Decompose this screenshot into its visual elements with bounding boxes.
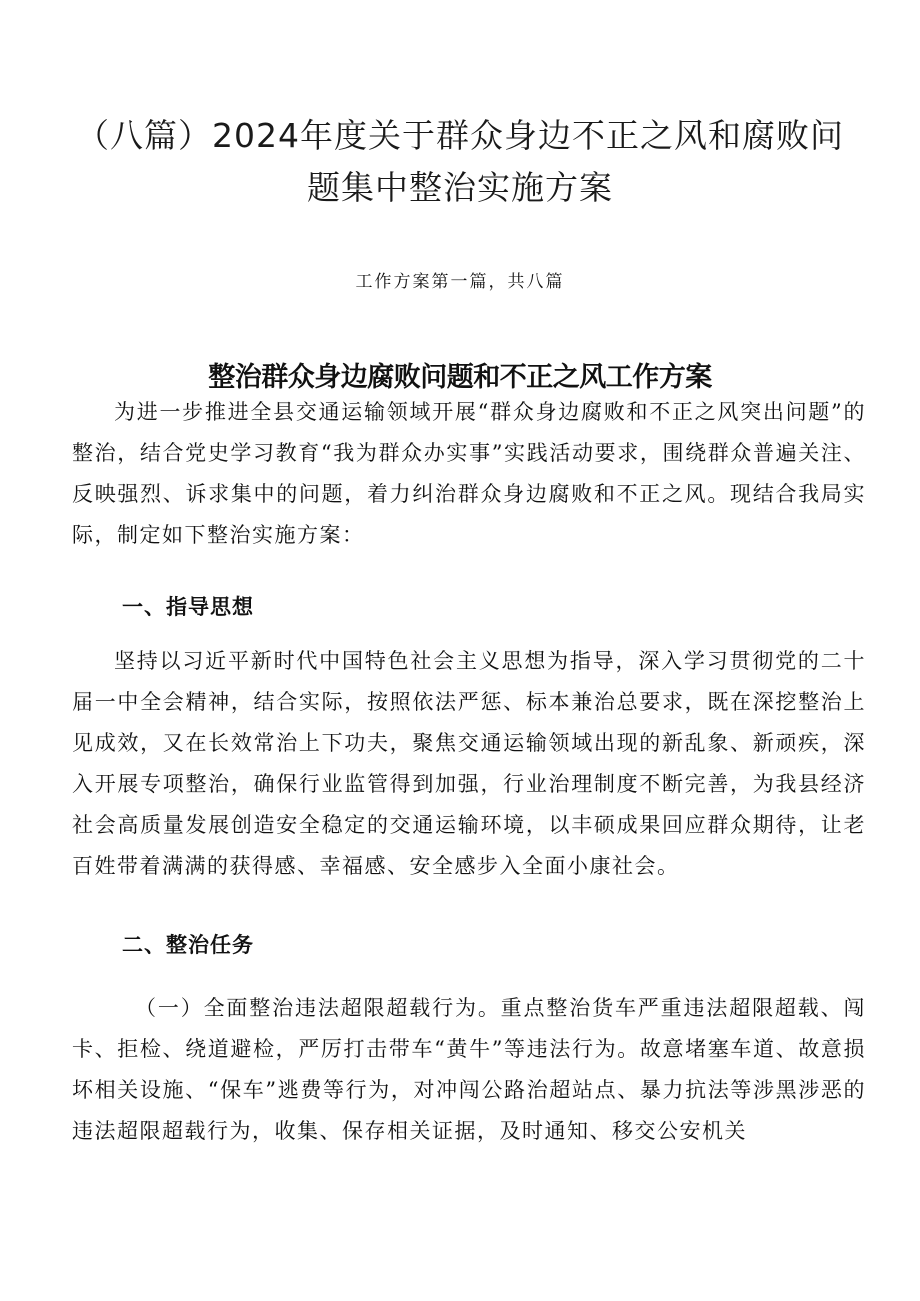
guide-block — [72, 641, 866, 887]
intro-block — [72, 392, 866, 556]
intro-paragraph: 为进一步推进全县交通运输领域开展“群众身边腐败和不正之风突出问题”的整治，结合党史学习教育“我为群众办实事”实践活动要求，围绕群众普遍关注、反映强烈、诉求集中的问题，着力纠治群众身边腐败和不正之风。现结合我局实际，制定如下整治实施方案： — [72, 400, 866, 547]
document-subtitle: 工作方案第一篇，共八篇 — [355, 272, 565, 292]
guide-paragraph: 坚持以习近平新时代中国特色社会主义思想为指导，深入学习贯彻党的二十届一中全会精神，结合实际，按照依法严惩、标本兼治总要求，既在深挖整治上见成效，又在长效常治上下功夫，聚焦交通运输领域出现的新乱象、新顽疾，深入开展专项整治，确保行业监管得到加强，行业治理制度不断完善，为我县经济社会高质量发展创造安全稳定的交通运输环境，以丰硕成果回应群众期待，让老百姓带着满满的获得感、幸福感、安全感步入全面小康社会。 — [72, 649, 866, 878]
heading-guiding-ideology: 一、指导思想 — [122, 595, 254, 619]
heading-rectification-tasks: 二、整治任务 — [122, 933, 254, 957]
document-title: （八篇）2024年度关于群众身边不正之风和腐败问题集中整治实施方案 — [76, 116, 844, 208]
task-1-paragraph: （一）全面整治违法超限超载行为。重点整治货车严重违法超限超载、闯卡、拒检、绕道避检，严厉打击带车“黄牛”等违法行为。故意堵塞车道、故意损坏相关设施、“保车”逃费等行为，对冲闯公路治超站点、暴力抗法等涉黑涉恶的违法超限超载行为，收集、保存相关证据，及时通知、移交公安机关 — [72, 996, 866, 1143]
task-block — [72, 988, 866, 1152]
section-title: 整治群众身边腐败问题和不正之风工作方案 — [208, 362, 712, 394]
